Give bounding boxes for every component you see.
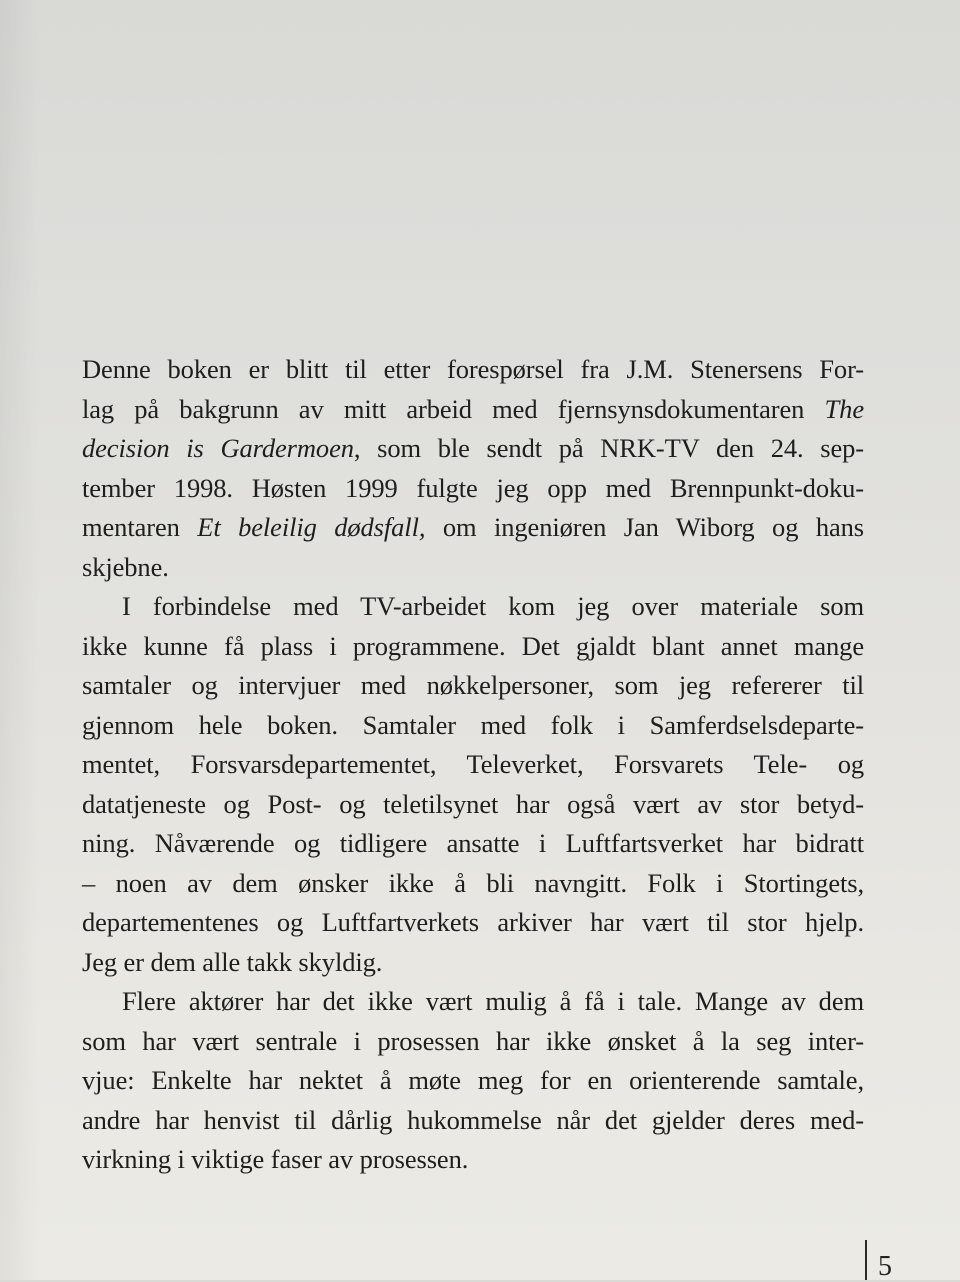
text-segment: lag på bakgrunn av mitt arbeid med fjernsynsdokumentaren xyxy=(82,393,825,424)
text-segment: om ingeniøren Jan Wiborg og hans xyxy=(425,512,865,542)
text-segment: departementenes og Luftfartverkets arkiver har vært til stor hjelp. xyxy=(82,907,864,937)
paragraph xyxy=(82,350,864,587)
text-segment: datatjeneste og Post- og teletilsynet har også vært av stor betyd- xyxy=(82,788,864,819)
text-line xyxy=(82,390,864,430)
text-segment: vjue: Enkelte har nektet å møte meg for en orienterende samtale, xyxy=(82,1065,864,1095)
text-segment: – noen av dem ønsker ikke å bli navngitt. Folk i Stortingets, xyxy=(82,867,864,898)
text-segment: som har vært sentrale i prosessen har ikke ønsket å la seg inter- xyxy=(82,1025,864,1056)
italic-title: The xyxy=(824,393,864,424)
italic-title: Et beleilig dødsfall, xyxy=(197,512,426,542)
page-number-rule xyxy=(865,1240,867,1280)
text-line xyxy=(82,745,864,785)
text-segment: mentaren xyxy=(82,512,198,542)
text-line xyxy=(82,1061,864,1101)
text-segment: gjennom hele boken. Samtaler med folk i Samferdselsdeparte- xyxy=(82,709,864,740)
text-line xyxy=(82,824,864,864)
text-line xyxy=(82,785,864,825)
text-segment: ikke kunne få plass i programmene. Det gjaldt blant annet mange xyxy=(82,630,864,661)
text-line xyxy=(82,706,864,746)
italic-title: decision is Gardermoen xyxy=(82,433,354,463)
text-segment: , som ble sendt på NRK-TV den 24. sep- xyxy=(353,433,864,463)
text-line xyxy=(82,1101,864,1141)
text-line xyxy=(82,508,864,548)
paragraph xyxy=(82,982,864,1180)
text-segment: Jeg er dem alle takk skyldig. xyxy=(82,946,383,977)
text-line xyxy=(82,350,864,390)
text-segment: ning. Nåværende og tidligere ansatte i Luftfartsverket har bidratt xyxy=(82,828,864,858)
body-text xyxy=(82,350,864,1180)
text-line xyxy=(82,903,864,943)
paragraph xyxy=(82,587,864,982)
text-line xyxy=(82,587,864,627)
text-segment: Flere aktører har det ikke vært mulig å få i tale. Mange av dem xyxy=(122,986,864,1016)
page-number: 5 xyxy=(878,1251,892,1282)
text-segment: I forbindelse med TV-arbeidet kom jeg over materiale som xyxy=(122,591,864,621)
text-line xyxy=(82,548,864,588)
text-segment: andre har henvist til dårlig hukommelse når det gjelder deres med- xyxy=(82,1104,864,1135)
text-line xyxy=(82,864,864,904)
text-line xyxy=(82,982,864,1022)
text-line xyxy=(82,429,864,469)
text-line xyxy=(82,943,864,983)
text-segment: skjebne. xyxy=(82,551,169,582)
text-line xyxy=(82,666,864,706)
text-segment: virkning i viktige faser av prosessen. xyxy=(82,1144,469,1174)
text-line xyxy=(82,1140,864,1180)
text-segment: samtaler og intervjuer med nøkkelpersoner, som jeg refererer til xyxy=(82,670,864,700)
page-shadow xyxy=(0,0,40,1280)
text-line xyxy=(82,1022,864,1062)
text-segment: mentet, Forsvarsdepartementet, Televerket, Forsvarets Tele- og xyxy=(82,749,864,779)
text-line xyxy=(82,627,864,667)
text-segment: tember 1998. Høsten 1999 fulgte jeg opp med Brennpunkt-doku- xyxy=(82,472,864,503)
text-line xyxy=(82,469,864,509)
text-segment: Denne boken er blitt til etter forespørsel fra J.M. Stenersens For- xyxy=(82,354,864,384)
